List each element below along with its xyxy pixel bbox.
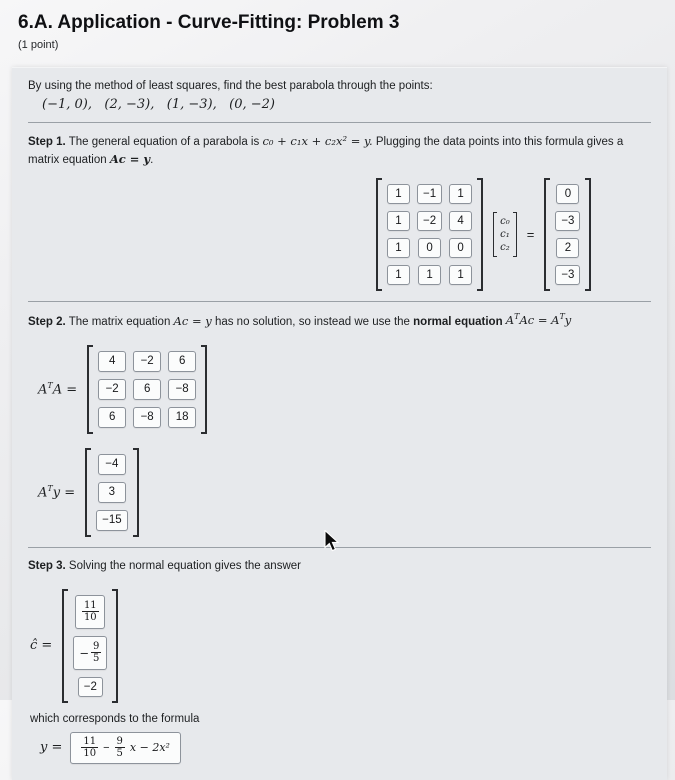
vector-y-input[interactable]: −3 — [555, 265, 580, 285]
vector-y-cells — [550, 178, 585, 291]
page-title: 6.A. Application - Curve-Fitting: Problem 3 — [18, 12, 400, 33]
aty-cells — [91, 448, 133, 537]
c1-symbol: c₁ — [500, 228, 510, 240]
mouse-cursor — [324, 530, 342, 554]
matrix-a-input[interactable]: 0 — [449, 238, 472, 258]
matrix-a-input[interactable]: 1 — [387, 211, 410, 231]
matrix-a-input[interactable]: 4 — [449, 211, 472, 231]
ata-input[interactable]: 4 — [98, 351, 126, 372]
ata-input[interactable]: 6 — [168, 351, 196, 372]
ata-input[interactable]: −2 — [133, 351, 161, 372]
c0-answer-input[interactable] — [75, 595, 105, 629]
step1-text1: The general equation of a parabola is — [65, 136, 263, 148]
step3-label: Step 3. — [28, 559, 66, 572]
matrix-a-input[interactable]: −2 — [417, 211, 442, 231]
ata-input[interactable]: −8 — [168, 379, 196, 400]
minus-sign: − — [103, 741, 110, 754]
step2-normal-eq: $A^TAc = A^Ty$ — [505, 312, 572, 328]
final-formula — [40, 732, 651, 764]
matrix-a-input[interactable]: 1 — [387, 265, 410, 285]
c2-symbol: c₂ — [500, 241, 510, 253]
ata-input[interactable]: 6 — [133, 379, 161, 400]
matrix-equation — [376, 178, 591, 291]
matrix-a-input[interactable]: 0 — [418, 238, 441, 258]
ata-input[interactable]: −2 — [98, 379, 126, 400]
fraction: $\frac{9}{5}$ — [92, 641, 100, 665]
points-label: (1 point) — [18, 39, 59, 51]
matrix-bracket — [513, 212, 517, 257]
step1-matrix-eq: Ac = y — [109, 152, 151, 167]
vector-y-input[interactable]: 2 — [556, 238, 579, 258]
c2-answer-input[interactable]: −2 — [78, 677, 103, 697]
formula-intro: which corresponds to the formula — [30, 712, 200, 725]
ata-equation — [38, 345, 207, 434]
matrix-bracket — [585, 178, 591, 291]
c0-symbol: c₀ — [500, 215, 510, 227]
fraction: $\frac{11}{10}$ — [83, 736, 97, 760]
problem-panel — [12, 67, 667, 780]
divider — [28, 122, 651, 123]
formula-answer-input[interactable] — [70, 732, 181, 764]
minus-sign: − — [79, 645, 89, 660]
aty-input[interactable]: −4 — [98, 454, 126, 475]
coefficient-vector — [493, 212, 517, 257]
step3-statement — [28, 558, 651, 575]
step1-label: Step 1. — [28, 136, 66, 148]
matrix-a-input[interactable]: 1 — [449, 265, 472, 285]
ata-input[interactable]: 18 — [168, 407, 196, 428]
step1-text2: Plugging the data points into this formula gives a matrix equation — [28, 136, 624, 167]
vector-y-input[interactable]: 0 — [556, 184, 579, 204]
ata-input[interactable]: 6 — [98, 407, 126, 428]
divider — [28, 301, 651, 302]
matrix-bracket — [112, 589, 118, 703]
ata-label: $A^TA$ = — [38, 380, 78, 398]
vector-y-input[interactable]: −3 — [555, 211, 580, 231]
matrix-a-cells — [382, 178, 477, 291]
c-hat-matrix — [62, 589, 118, 703]
c-hat-label: ĉ = — [30, 638, 53, 654]
matrix-bracket — [133, 448, 139, 537]
step2-text2: has no solution, so instead we use the — [211, 315, 414, 328]
step2-statement — [28, 312, 651, 331]
step1-period: . — [150, 154, 154, 167]
c-hat-equation — [30, 589, 118, 703]
ata-matrix — [87, 345, 207, 434]
step1-parabola-formula: c₀ + c₁x + c₂x² = y. — [262, 134, 373, 148]
aty-matrix — [85, 448, 139, 537]
data-points-list: (−1, 0), (2, −3), (1, −3), (0, −2) — [42, 97, 275, 112]
matrix-bracket — [477, 178, 483, 291]
ata-cells — [93, 345, 201, 434]
step3-text1: Solving the normal equation gives the answer — [65, 559, 301, 572]
step2-label: Step 2. — [28, 315, 66, 328]
aty-equation — [38, 448, 139, 537]
step2-matrix-eq: Ac = y — [173, 313, 212, 328]
aty-input[interactable]: −15 — [96, 510, 128, 531]
step2-text1: The matrix equation — [65, 315, 174, 328]
problem-header — [0, 0, 675, 51]
equals-sign: = — [526, 226, 535, 242]
matrix-a-input[interactable]: −1 — [417, 184, 442, 204]
intro-text: By using the method of least squares, find the best parabola through the points: — [28, 80, 433, 92]
matrix-a-input[interactable]: 1 — [449, 184, 472, 204]
c-hat-cells — [68, 589, 112, 703]
matrix-bracket — [201, 345, 207, 434]
formula-tail: x − 2x² — [129, 741, 170, 755]
matrix-a-input[interactable]: 1 — [418, 265, 441, 285]
ata-input[interactable]: −8 — [133, 407, 161, 428]
aty-input[interactable]: 3 — [98, 482, 126, 503]
y-label: y = — [40, 740, 63, 756]
step2-bold: normal equation — [413, 315, 503, 328]
c1-answer-input[interactable] — [73, 636, 107, 670]
vector-y — [544, 178, 591, 291]
matrix-a-input[interactable]: 1 — [387, 238, 410, 258]
fraction: $\frac{11}{10}$ — [83, 600, 97, 624]
step1-statement — [28, 133, 651, 170]
aty-label: $A^Ty$ = — [38, 483, 76, 501]
matrix-a — [376, 178, 483, 291]
coefficient-vector-entries — [497, 212, 513, 257]
matrix-a-input[interactable]: 1 — [387, 184, 410, 204]
fraction: $\frac{9}{5}$ — [116, 736, 123, 760]
